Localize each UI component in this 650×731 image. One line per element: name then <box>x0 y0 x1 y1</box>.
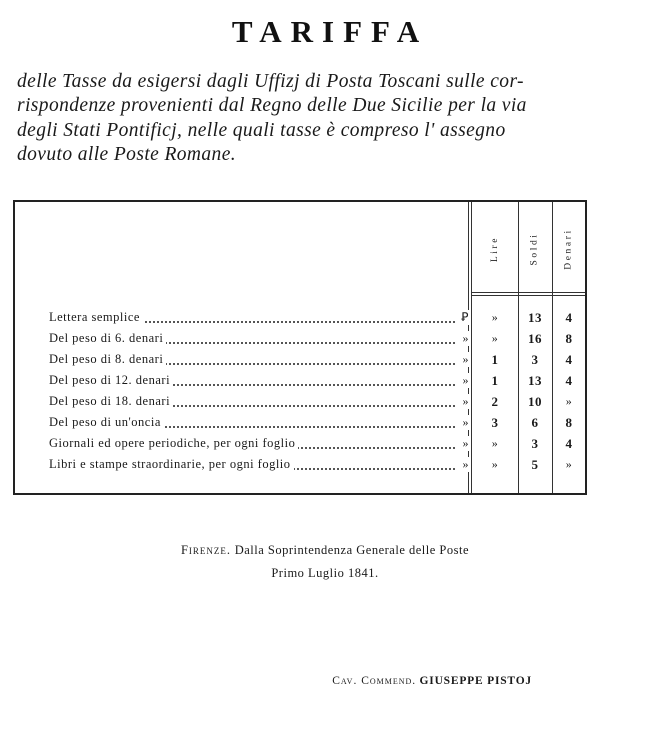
table-row <box>15 350 585 371</box>
row-label: Del peso di 8. denari » <box>49 352 469 366</box>
cell-soldi: 6 <box>531 415 539 430</box>
cell-soldi: 13 <box>528 310 542 325</box>
table-row <box>15 371 585 392</box>
cell-soldi: 3 <box>531 436 539 451</box>
intro-line: delle Tasse da esigersi dagli Uffizj di Posta Toscani sulle cor- <box>17 71 524 92</box>
cell-soldi: 3 <box>531 352 539 367</box>
row-label: Del peso di 12. denari » <box>49 373 469 387</box>
cell-lire: » <box>491 457 499 471</box>
intro-line: rispondenze provenienti dal Regno delle Due Sicilie per la via <box>17 95 527 117</box>
row-label: Libri e stampe straordinarie, per ogni foglio » <box>49 457 469 471</box>
table-row <box>15 392 585 413</box>
row-label: Giornali ed opere periodiche, per ogni foglio » <box>49 436 469 450</box>
row-label: Del peso di un'oncia » <box>49 415 469 429</box>
tariff-table <box>13 200 587 495</box>
cell-lire: 2 <box>491 394 499 409</box>
imprint-city: Firenze. <box>180 543 232 557</box>
cell-denari: 4 <box>565 373 573 388</box>
column-header-denari: Denari <box>563 228 574 270</box>
intro-paragraph <box>17 70 597 167</box>
row-label: Del peso di 18. denari » <box>49 394 469 408</box>
document-title: TARIFFA <box>231 14 429 49</box>
cell-denari: » <box>565 457 573 471</box>
cell-soldi: 10 <box>528 394 542 409</box>
table-row <box>15 455 585 476</box>
intro-line: degli Stati Pontificj, nelle quali tasse è compreso l' assegno <box>17 119 506 141</box>
signature <box>332 675 532 687</box>
signature-name: GIUSEPPE PISTOJ <box>419 675 532 687</box>
cell-denari: 4 <box>565 352 573 367</box>
row-label: Del peso di 6. denari » <box>49 331 469 345</box>
cell-denari: 4 <box>565 436 573 451</box>
cell-denari: 8 <box>565 331 573 346</box>
cell-soldi: 13 <box>528 373 542 388</box>
table-row <box>15 413 585 434</box>
table-row <box>15 329 585 350</box>
cell-lire: 3 <box>491 415 499 430</box>
header-rule <box>471 295 585 296</box>
cell-lire: » <box>491 331 499 345</box>
column-header-lire: Lire <box>489 235 500 263</box>
signature-title: Cav. Commend. <box>332 675 417 687</box>
cell-lire: 1 <box>491 352 499 367</box>
imprint-line-1 <box>0 543 650 558</box>
cell-lire: » <box>491 436 499 450</box>
cell-denari: 8 <box>565 415 573 430</box>
cell-soldi: 16 <box>528 331 542 346</box>
imprint-text: Dalla Soprintendenza Generale delle Poste <box>234 543 469 557</box>
cell-denari: » <box>565 394 573 408</box>
cell-lire: 1 <box>491 373 499 388</box>
row-label: Lettera semplice Ꝑ <box>49 310 469 324</box>
imprint-date: Primo Luglio 1841. <box>271 566 379 580</box>
cell-denari: 4 <box>565 310 573 325</box>
cell-soldi: 5 <box>531 457 539 472</box>
column-header-soldi: Soldi <box>530 232 540 266</box>
table-row <box>15 308 585 329</box>
cell-lire: » <box>491 310 499 324</box>
intro-line: dovuto alle Poste Romane. <box>17 143 237 165</box>
table-row <box>15 434 585 455</box>
header-rule <box>471 292 585 293</box>
